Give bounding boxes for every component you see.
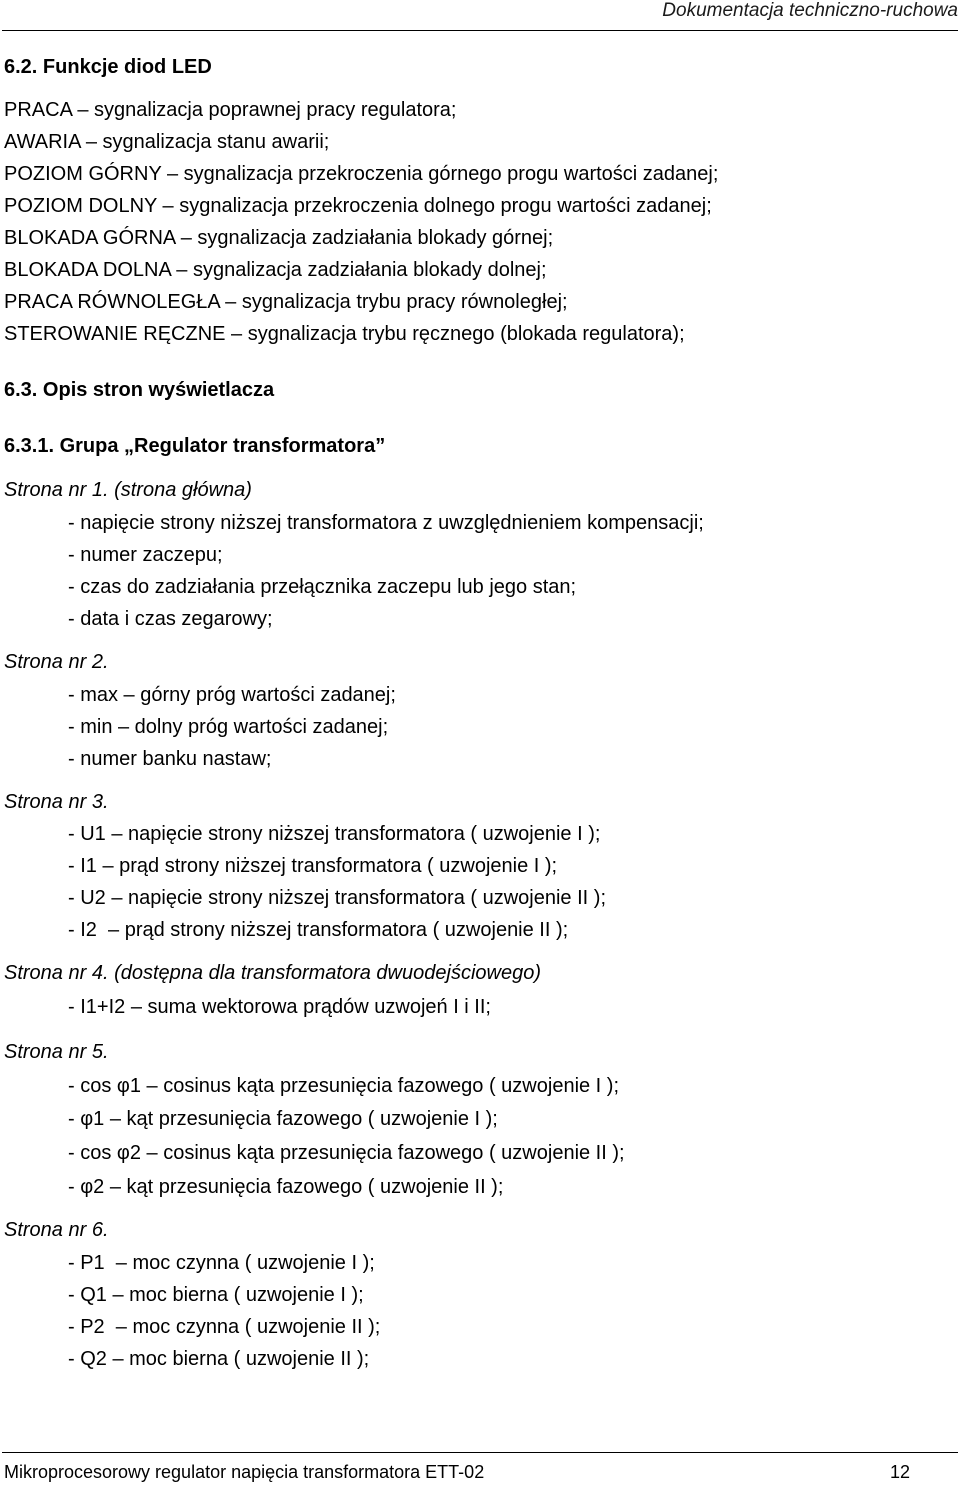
- page-5-item: - cos φ2 – cosinus kąta przesunięcia fazowego ( uzwojenie II );: [68, 1142, 625, 1164]
- led-item-poziom-dolny: POZIOM DOLNY – sygnalizacja przekroczenia dolnego progu wartości zadanej;: [4, 195, 712, 217]
- page-2-title: Strona nr 2.: [4, 651, 109, 673]
- led-item-blokada-dolna: BLOKADA DOLNA – sygnalizacja zadziałania blokady dolnej;: [4, 259, 547, 281]
- heading-regulator-group: 6.3.1. Grupa „Regulator transformatora”: [4, 435, 386, 457]
- page-4-title: Strona nr 4.: [4, 962, 109, 984]
- page-1-item: - czas do zadziałania przełącznika zaczepu lub jego stan;: [68, 576, 577, 598]
- header-divider: [2, 30, 958, 31]
- page-5-item: - φ2 – kąt przesunięcia fazowego ( uzwojenie II );: [68, 1176, 504, 1198]
- page-1-title: Strona nr 1.: [4, 479, 109, 501]
- page-1-item: - napięcie strony niższej transformatora z uwzględnieniem kompensacji;: [68, 512, 704, 534]
- page-1-item: - numer zaczepu;: [68, 544, 223, 566]
- page-2-item: - max – górny próg wartości zadanej;: [68, 684, 396, 706]
- heading-display-pages: 6.3. Opis stron wyświetlacza: [4, 379, 275, 401]
- led-item-awaria: AWARIA – sygnalizacja stanu awarii;: [4, 131, 330, 153]
- running-header: Dokumentacja techniczno-ruchowa: [662, 0, 958, 21]
- page-3-title: Strona nr 3.: [4, 791, 109, 813]
- page-6-item: - Q2 – moc bierna ( uzwojenie II );: [68, 1348, 370, 1370]
- page-6-item: - Q1 – moc bierna ( uzwojenie I );: [68, 1284, 364, 1306]
- heading-led-functions: 6.2. Funkcje diod LED: [4, 56, 212, 78]
- footer-page-number: 12: [889, 1462, 910, 1482]
- led-item-sterowanie-reczne: STEROWANIE RĘCZNE – sygnalizacja trybu ręcznego (blokada regulatora);: [4, 323, 685, 345]
- footer-document-title: Mikroprocesorowy regulator napięcia transformatora ETT-02: [4, 1462, 485, 1482]
- page-3-item: - I2 – prąd strony niższej transformatora ( uzwojenie II );: [68, 919, 569, 941]
- led-item-praca: PRACA – sygnalizacja poprawnej pracy regulatora;: [4, 99, 457, 121]
- page-4-title-row: [4, 961, 541, 985]
- page-6-title: Strona nr 6.: [4, 1219, 109, 1241]
- footer-divider: [2, 1452, 958, 1453]
- page-5-item: - cos φ1 – cosinus kąta przesunięcia fazowego ( uzwojenie I );: [68, 1075, 620, 1097]
- page-6-item: - P2 – moc czynna ( uzwojenie II );: [68, 1316, 381, 1338]
- page-2-item: - min – dolny próg wartości zadanej;: [68, 716, 389, 738]
- page-2-item: - numer banku nastaw;: [68, 748, 272, 770]
- led-item-poziom-gorny: POZIOM GÓRNY – sygnalizacja przekroczenia górnego progu wartości zadanej;: [4, 163, 719, 185]
- page-4-subtitle: (dostępna dla transformatora dwuodejściowego): [108, 962, 541, 984]
- page-3-item: - U1 – napięcie strony niższej transformatora ( uzwojenie I );: [68, 823, 601, 845]
- page-4-item: - I1+I2 – suma wektorowa prądów uzwojeń I i II;: [68, 996, 491, 1018]
- page-1-item: - data i czas zegarowy;: [68, 608, 273, 630]
- page-1-subtitle: (strona główna): [108, 479, 252, 501]
- led-item-praca-rownolegla: PRACA RÓWNOLEGŁA – sygnalizacja trybu pracy równoległej;: [4, 291, 568, 313]
- page-6-item: - P1 – moc czynna ( uzwojenie I );: [68, 1252, 375, 1274]
- page-3-item: - U2 – napięcie strony niższej transformatora ( uzwojenie II );: [68, 887, 606, 909]
- page-3-item: - I1 – prąd strony niższej transformatora ( uzwojenie I );: [68, 855, 558, 877]
- led-item-blokada-gorna: BLOKADA GÓRNA – sygnalizacja zadziałania blokady górnej;: [4, 227, 554, 249]
- page-5-title: Strona nr 5.: [4, 1041, 109, 1063]
- page-5-item: - φ1 – kąt przesunięcia fazowego ( uzwojenie I );: [68, 1108, 498, 1130]
- page-1-title-row: [4, 478, 252, 502]
